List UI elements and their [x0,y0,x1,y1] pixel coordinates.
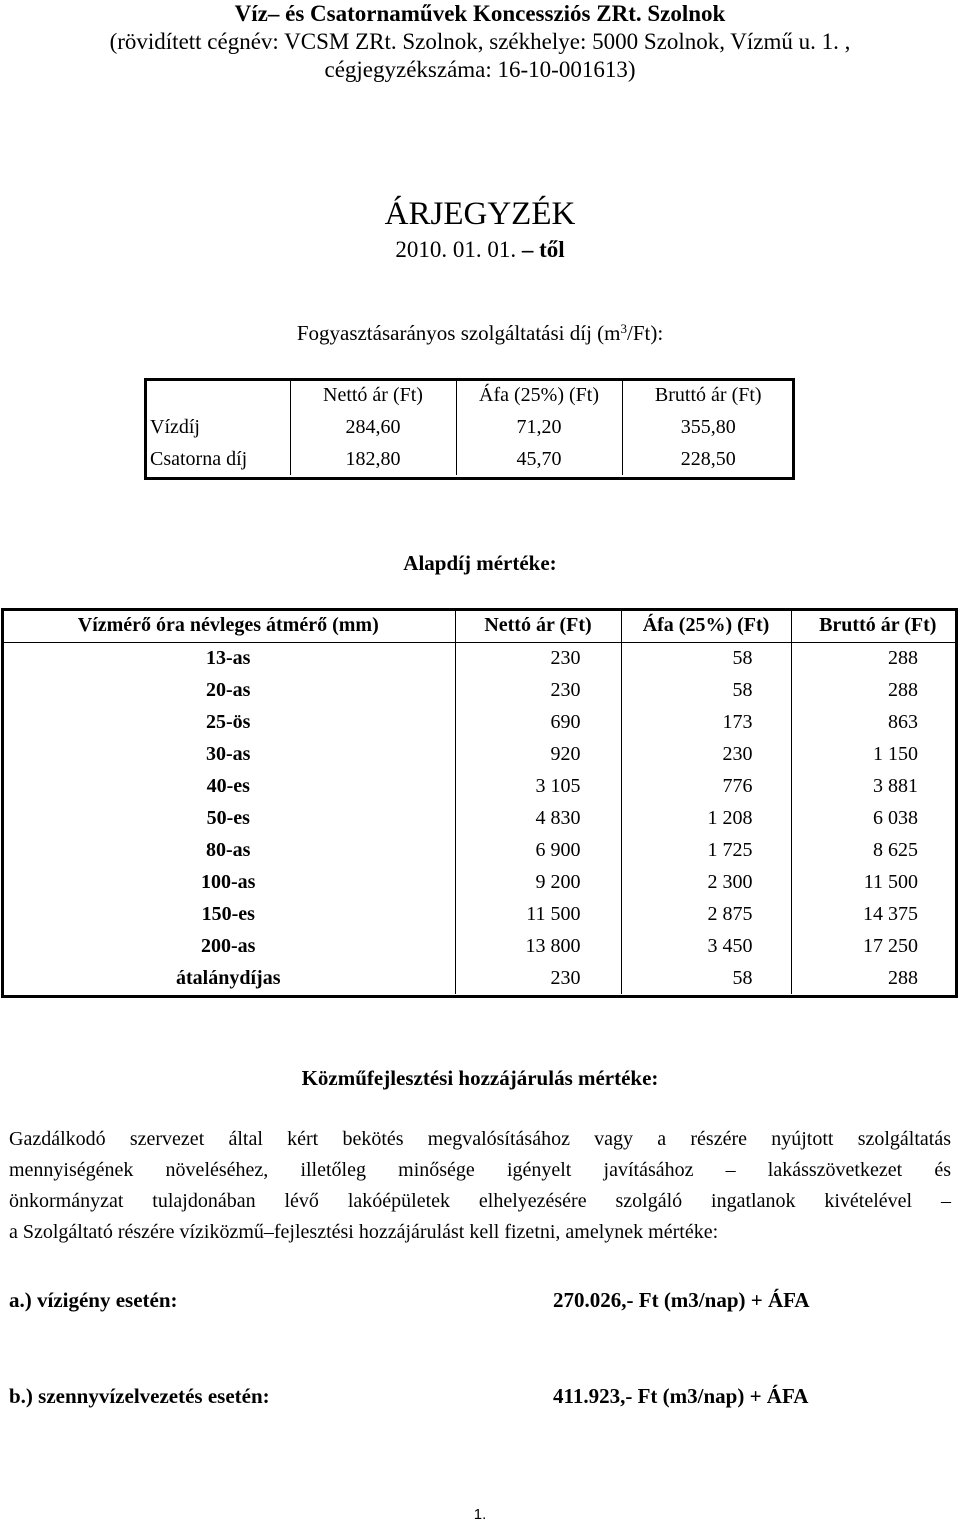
cell-diameter: 50-es [206,806,250,829]
cell-diameter: 30-as [206,742,251,765]
cell-gross: 288 [791,642,958,674]
cell-gross: 1 150 [791,738,958,770]
cell-net: 920 [455,738,621,770]
contribution-text [9,1124,951,1248]
cell-vat: 58 [621,642,791,674]
contribution-line: a Szolgáltató részére víziközmű–fejlesztési hozzájárulást kell fizetni, amelynek mértéke: [9,1221,719,1243]
date-value: 2010. 01. 01. [395,237,517,262]
cell-diameter: 100-as [201,870,256,893]
cell-vat: 1 725 [621,834,791,866]
unit-superscript: 3 [620,321,627,336]
fee-b-value: 411.923,- Ft (m3/nap) + ÁFA [553,1384,809,1408]
cell-vat: 58 [621,674,791,706]
company-registration: cégjegyzékszáma: 16-10-001613) [324,57,636,82]
table-row [146,443,794,475]
basefee-heading: Alapdíj mértéke: [403,551,557,575]
table-row [2,834,958,866]
cell-net: 4 830 [455,802,621,834]
table-row [2,642,958,674]
table-row [2,802,958,834]
table-row [2,930,958,962]
cell-vat: 2 875 [621,898,791,930]
cell-gross: 288 [791,962,958,994]
cell-gross: 6 038 [791,802,958,834]
cell-diameter: 13-as [206,646,251,669]
header-net: Nettó ár (Ft) [455,610,621,642]
table-row [2,866,958,898]
cell-net: 11 500 [455,898,621,930]
cell-vat: 230 [621,738,791,770]
cell-net: 690 [455,706,621,738]
cell-diameter: 200-as [201,934,256,957]
cell-gross: 17 250 [791,930,958,962]
cell-gross: 8 625 [791,834,958,866]
fee-b-label: b.) szennyvízelvezetés esetén: [9,1384,270,1408]
cell-gross: 14 375 [791,898,958,930]
cell-gross: 355,80 [622,411,794,443]
validity-date [0,236,960,264]
cell-net: 6 900 [455,834,621,866]
cell-net: 13 800 [455,930,621,962]
cell-vat: 1 208 [621,802,791,834]
cell-net: 230 [455,962,621,994]
row-label: Vízdíj [150,415,200,438]
cell-gross: 3 881 [791,770,958,802]
cell-diameter: 80-as [206,838,251,861]
table-header-row [146,379,794,411]
company-details: (rövidített cégnév: VCSM ZRt. Szolnok, székhelye: 5000 Szolnok, Vízmű u. 1. , [109,29,851,54]
table-row [2,962,958,994]
consumption-heading-unit: /Ft): [627,321,664,345]
basefee-rows [2,642,958,994]
cell-net: 9 200 [455,866,621,898]
cell-gross: 228,50 [622,443,794,475]
header-gross: Bruttó ár (Ft) [622,379,794,411]
company-header [0,0,960,84]
header-gross: Bruttó ár (Ft) [791,610,958,642]
table-row [2,738,958,770]
row-label: Csatorna díj [150,447,248,470]
consumption-heading [0,320,960,346]
table-header-row [2,610,958,642]
cell-vat: 71,20 [456,411,622,443]
contribution-line: mennyiségének növeléséhez, illetőleg minősége igényelt javításához – lakásszövetkezet és [9,1159,951,1181]
cell-diameter: 25-ös [206,710,251,733]
fee-a-label: a.) vízigény esetén: [9,1288,178,1312]
table-corner [146,379,290,411]
header-vat: Áfa (25%) (Ft) [621,610,791,642]
cell-gross: 288 [791,674,958,706]
date-suffix: – től [521,237,565,262]
cell-vat: 2 300 [621,866,791,898]
table-row [2,898,958,930]
cell-gross: 11 500 [791,866,958,898]
contribution-line: Gazdálkodó szervezet által kért bekötés megvalósításához vagy a részére nyújtott szolgáltatás [9,1128,951,1150]
cell-diameter: 150-es [201,902,255,925]
consumption-heading-text: Fogyasztásarányos szolgáltatási díj (m [296,321,621,345]
basefee-table [2,610,958,994]
cell-diameter: átalánydíjas [176,966,281,989]
header-diameter: Vízmérő óra névleges átmérő (mm) [2,610,455,642]
contribution-line: önkormányzat tulajdonában lévő lakóépületek elhelyezésére szolgáló ingatlanok kivételével – [9,1190,951,1212]
page-title: ÁRJEGYZÉK [384,196,576,232]
table-row [2,674,958,706]
cell-vat: 3 450 [621,930,791,962]
cell-net: 230 [455,674,621,706]
cell-net: 284,60 [290,411,456,443]
cell-gross: 863 [791,706,958,738]
fee-a-value: 270.026,- Ft (m3/nap) + ÁFA [553,1288,810,1312]
cell-diameter: 20-as [206,678,251,701]
cell-net: 230 [455,642,621,674]
cell-vat: 776 [621,770,791,802]
table-row [2,706,958,738]
cell-diameter: 40-es [206,774,250,797]
company-name: Víz– és Csatornaművek Koncessziós ZRt. Szolnok [234,1,726,26]
header-net: Nettó ár (Ft) [290,379,456,411]
cell-vat: 45,70 [456,443,622,475]
table-row [146,411,794,443]
cell-vat: 58 [621,962,791,994]
cell-net: 3 105 [455,770,621,802]
contribution-heading: Közműfejlesztési hozzájárulás mértéke: [301,1066,659,1090]
page-number: 1. [473,1506,487,1523]
cell-vat: 173 [621,706,791,738]
header-vat: Áfa (25%) (Ft) [456,379,622,411]
consumption-table [146,379,794,475]
table-row [2,770,958,802]
cell-net: 182,80 [290,443,456,475]
